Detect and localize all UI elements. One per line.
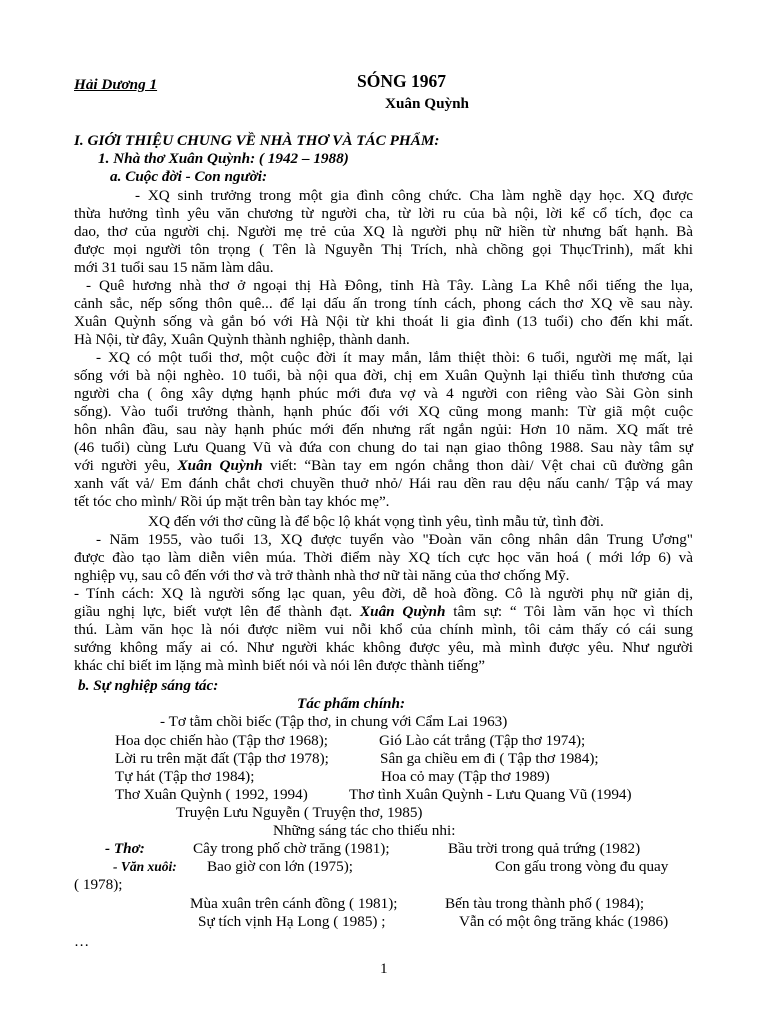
paragraph-line: người cha ( ông xây dựng hạnh phúc mới đưa vợ và 4 người con riêng vào Sài Gòn sinh bbox=[74, 385, 693, 402]
work-item: Hoa dọc chiến hào (Tập thơ 1968); bbox=[115, 732, 328, 749]
paragraph-line: nghiệp vụ, sau cô đến với thơ và trở thành nhà thơ nữ tài năng của thơ chống Mỹ. bbox=[74, 567, 570, 584]
quote-line: xanh vất vả/ Em đánh chắt chơi chuyền thuở nhỏ/ Hái rau dền rau dệu nấu canh/ Tập vá may bbox=[74, 475, 693, 492]
paragraph-line: thừa hưởng tình yêu văn chương từ người cha, từ lời ru của bà nội, lời kể cổ tích, đọc ca bbox=[74, 205, 693, 222]
work-item: ( 1978); bbox=[74, 876, 123, 893]
paragraph-line: - XQ có một tuổi thơ, một cuộc đời ít may mắn, lắm thiệt thòi: 6 tuổi, người mẹ mất, lại bbox=[96, 349, 693, 366]
author-name: Xuân Quỳnh bbox=[385, 95, 469, 112]
quote-line bbox=[74, 457, 693, 475]
paragraph-line: Hà Nội, từ đây, Xuân Quỳnh thành nghiệp, thành danh. bbox=[74, 331, 410, 348]
quote-prefix: với người yêu, bbox=[74, 457, 171, 474]
page-number: 1 bbox=[380, 960, 388, 977]
text-segment: tâm sự: “ Tôi làm văn học vì thích bbox=[453, 603, 693, 620]
work-item: Tự hát (Tập thơ 1984); bbox=[115, 768, 255, 785]
paragraph-line: - Quê hương nhà thơ ở ngoại thị Hà Đông, tỉnh Hà Tây. Làng La Khê nổi tiếng the lụa, bbox=[86, 277, 693, 294]
paragraph-line: được đào tạo làm diễn viên múa. Thời điểm này XQ tích cực học văn hoá ( mới lớp 6) và bbox=[74, 549, 693, 566]
children-heading: Những sáng tác cho thiếu nhi: bbox=[273, 822, 456, 839]
document-title: SÓNG 1967 bbox=[357, 71, 446, 91]
works-heading: Tác phẩm chính: bbox=[297, 695, 406, 712]
work-item: Thơ tình Xuân Quỳnh - Lưu Quang Vũ (1994) bbox=[349, 786, 632, 803]
work-item: Vẫn có một ông trăng khác (1986) bbox=[459, 913, 669, 930]
poet-name-emphasis: Xuân Quỳnh bbox=[177, 457, 263, 474]
work-item: Cây trong phố chờ trăng (1981); bbox=[193, 840, 390, 857]
school-label: Hải Dương 1 bbox=[74, 76, 158, 93]
work-item: Bến tàu trong thành phố ( 1984); bbox=[445, 895, 645, 912]
paragraph-line: - Tính cách: XQ là người sống lạc quan, yêu đời, dễ hoà đồng. Cô là người phụ nữ giản dị, bbox=[74, 585, 693, 602]
paragraph-line: mới 31 tuổi sau 15 năm làm dâu. bbox=[74, 259, 274, 276]
paragraph-line: khác chỉ biết im lặng mà mình biết nói và nói lên được thành tiếng” bbox=[74, 657, 486, 674]
paragraph-line: - XQ sinh trưởng trong một gia đình công chức. Cha làm nghề dạy học. XQ được bbox=[135, 187, 693, 204]
paragraph-line: XQ đến với thơ cũng là để bộc lộ khát vọng tình yêu, tình mẫu tử, tình đời. bbox=[148, 513, 604, 530]
work-item: Sự tích vịnh Hạ Long ( 1985) ; bbox=[198, 913, 386, 930]
paragraph-line: Xuân Quỳnh sống và gắn bó với Hà Nội từ khi thoát li gia đình (13 tuổi) cho đến khi mất. bbox=[74, 313, 693, 330]
quote-text: viết: “Bàn tay em ngón chẳng thon dài/ Vệt chai cũ đường gân bbox=[270, 457, 693, 474]
work-item: Bầu trời trong quả trứng (1982) bbox=[448, 840, 641, 857]
paragraph-line bbox=[74, 603, 693, 621]
quote-line: tết tóc cho mình/ Rồi úp mặt trên bàn tay khóc mẹ”. bbox=[74, 493, 390, 510]
life-subheading: a. Cuộc đời - Con người: bbox=[110, 168, 268, 185]
work-item: Lời ru trên mặt đất (Tập thơ 1978); bbox=[115, 750, 329, 767]
poet-subheading: 1. Nhà thơ Xuân Quỳnh: ( 1942 – 1988) bbox=[98, 150, 349, 167]
poet-name-emphasis: Xuân Quỳnh bbox=[360, 603, 446, 620]
text-segment: giầu nghị lực, biết vượt lên để thành đạt. bbox=[74, 603, 353, 620]
work-item: Gió Lào cát trắng (Tập thơ 1974); bbox=[379, 732, 586, 749]
work-item: Truyện Lưu Nguyễn ( Truyện thơ, 1985) bbox=[176, 804, 423, 821]
paragraph-line: (46 tuổi) cùng Lưu Quang Vũ và đứa con chung do tai nạn giao thông 1988. Sau này tâm sự bbox=[74, 439, 693, 456]
career-heading: b. Sự nghiệp sáng tác: bbox=[78, 677, 219, 694]
prose-label: - Văn xuôi: bbox=[113, 859, 177, 874]
paragraph-line: được mọi người tôn trọng ( Tên là Nguyễn Thị Trích, nhà chồng gọi ThụcTrinh), mất khi bbox=[74, 241, 693, 258]
section-heading: I. GIỚI THIỆU CHUNG VỀ NHÀ THƠ VÀ TÁC PHẨM: bbox=[74, 132, 440, 149]
paragraph-line: cảnh sắc, nếp sống thôn quê... để lại dấu ấn trong tính cách, phong cách thơ XQ về sau này. bbox=[74, 295, 693, 312]
work-item: - Tơ tằm chồi biếc (Tập thơ, in chung với Cẩm Lai 1963) bbox=[160, 713, 508, 730]
paragraph-line: sướng không mấy ai có. Như người khác không được yêu, mà mình được yêu. Như người bbox=[74, 639, 693, 656]
paragraph-line: sống). Vào tuổi trưởng thành, hạnh phúc đối với XQ cũng mong manh: Từ giã một cuộc bbox=[74, 403, 693, 420]
paragraph-line: - Năm 1955, vào tuổi 13, XQ được tuyển vào "Đoàn văn công nhân dân Trung Ương" bbox=[96, 531, 693, 548]
ellipsis: … bbox=[74, 933, 90, 950]
work-item: Thơ Xuân Quỳnh ( 1992, 1994) bbox=[115, 786, 308, 803]
work-item: Sân ga chiều em đi ( Tập thơ 1984); bbox=[380, 750, 599, 767]
work-item: Hoa cỏ may (Tập thơ 1989) bbox=[381, 768, 550, 785]
paragraph-line: sống với bà nội nghèo. 10 tuổi, bà nội qua đời, chị em Xuân Quỳnh lại thiếu tình thương của bbox=[74, 367, 693, 384]
work-item: Mùa xuân trên cánh đồng ( 1981); bbox=[190, 895, 398, 912]
paragraph-line: thú. Làm văn học là nói được niềm vui nỗi khổ của chính mình, tôi cảm thấy có cái sung bbox=[74, 621, 693, 638]
poetry-label: - Thơ: bbox=[105, 840, 145, 857]
work-item: Bao giờ con lớn (1975); bbox=[207, 858, 353, 875]
paragraph-line: dao, thơ của người chị. Người mẹ trẻ của XQ là người phụ nữ hiền từ nhưng bất hạnh. Bà bbox=[74, 223, 693, 240]
work-item: Con gấu trong vòng đu quay bbox=[495, 858, 669, 875]
paragraph-line: hôn nhân đầu, sau này hạnh phúc mới đến nhưng rất ngắn ngủi: Hơn 10 năm. XQ mất trẻ bbox=[74, 421, 693, 438]
